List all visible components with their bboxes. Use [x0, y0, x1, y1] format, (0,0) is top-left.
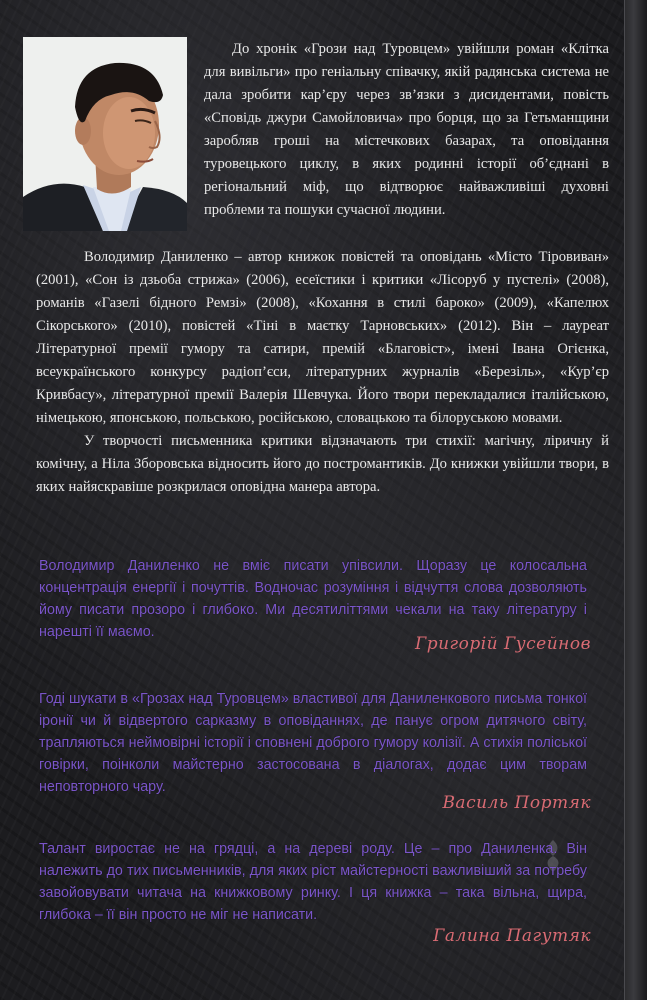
author-portrait-image — [23, 37, 187, 231]
bio-continued — [36, 246, 609, 499]
review-quote-1: Володимир Даниленко не вміє писати упівсили. Щоразу це колосальна концентрація енергії і почуттів. Водночас розуміння і відчуття слова дозволяють йому писати прозоро і глибоко. Ми десятиліттями чекали на таку літературу і нарешті її маємо. — [39, 558, 587, 640]
bio-paragraph-2: Володимир Даниленко – автор книжок повістей та оповідань «Місто Тіровиван» (2001), «Сон із дзьоба стрижа» (2006), есеїстики і критики «Лісоруб у пустелі» (2008), романів «Газелі бідного Ремзі» (2008), «Кохання в стилі бароко» (2009), «Капелюх Сікорського» (2010), повістей «Тіні в маєтку Тарновських» (2012). Він – лауреат Літературної премії гумору та сатири, премій «Благовіст», імені Івана Огієнка, всеукраїнського конкурсу радіоп’єси, літературних журналів «Березіль», «Кур’єр Кривбасу», літературної премії Валерія Шевчука. Його твори перекладалися італійською, німецькою, японською, польською, російською, словацькою та білоруською мовами. — [36, 249, 609, 426]
review-quote-2: Годі шукати в «Грозах над Туровцем» властивої для Даниленкового письма тонкої іронії чи й відвертого сарказму в оповіданнях, де панує огром дитячого світу, трапляються неймовірні історії і сповнені доброго гумору колізії. А стихія поліської говірки, поінколи майстерно застосована в діалогах, додає цим творам неповторного чару. — [39, 691, 587, 795]
bio-paragraph-3: У творчості письменника критики відзначають три стихії: магічну, ліричну й комічну, а Ніла Зборовська відносить його до постромантиків. До книжки увійшли твори, в яких найяскравіше розкрилася оповідна манера автора. — [36, 433, 609, 495]
review-quote-3: Талант виростає не на грядці, а на дереві роду. Це – про Даниленка. Він належить до тих письменників, для яких ріст майстерності важливіший за потребу завойовувати читача на книжковому ринку. І ця книжка – така вільна, щира, глибока – її він просто не міг не написати. — [39, 841, 587, 923]
review-author-2: Василь Портяк — [442, 793, 591, 813]
spine-edge — [624, 0, 647, 1000]
review-author-1: Григорій Гусейнов — [414, 634, 591, 654]
review-author-3: Галина Пагутяк — [433, 926, 591, 946]
author-photo — [23, 37, 187, 231]
bio-paragraph-1: До хронік «Грози над Туровцем» увійшли роман «Клітка для вивільги» про геніальну співачку, якій радянська система не дала зробити кар’єру через зв’язки з дисидентами, повість «Сповідь джури Самойловича» про борця, що за Гетьманщини заробляв гроші на містечкових базарах, та оповідання туровецького циклу, в яких родинні історії об’єднані в регіональний міф, що відтворює найважливіші духовні проблеми та пошуки сучасної людини. — [204, 41, 609, 218]
